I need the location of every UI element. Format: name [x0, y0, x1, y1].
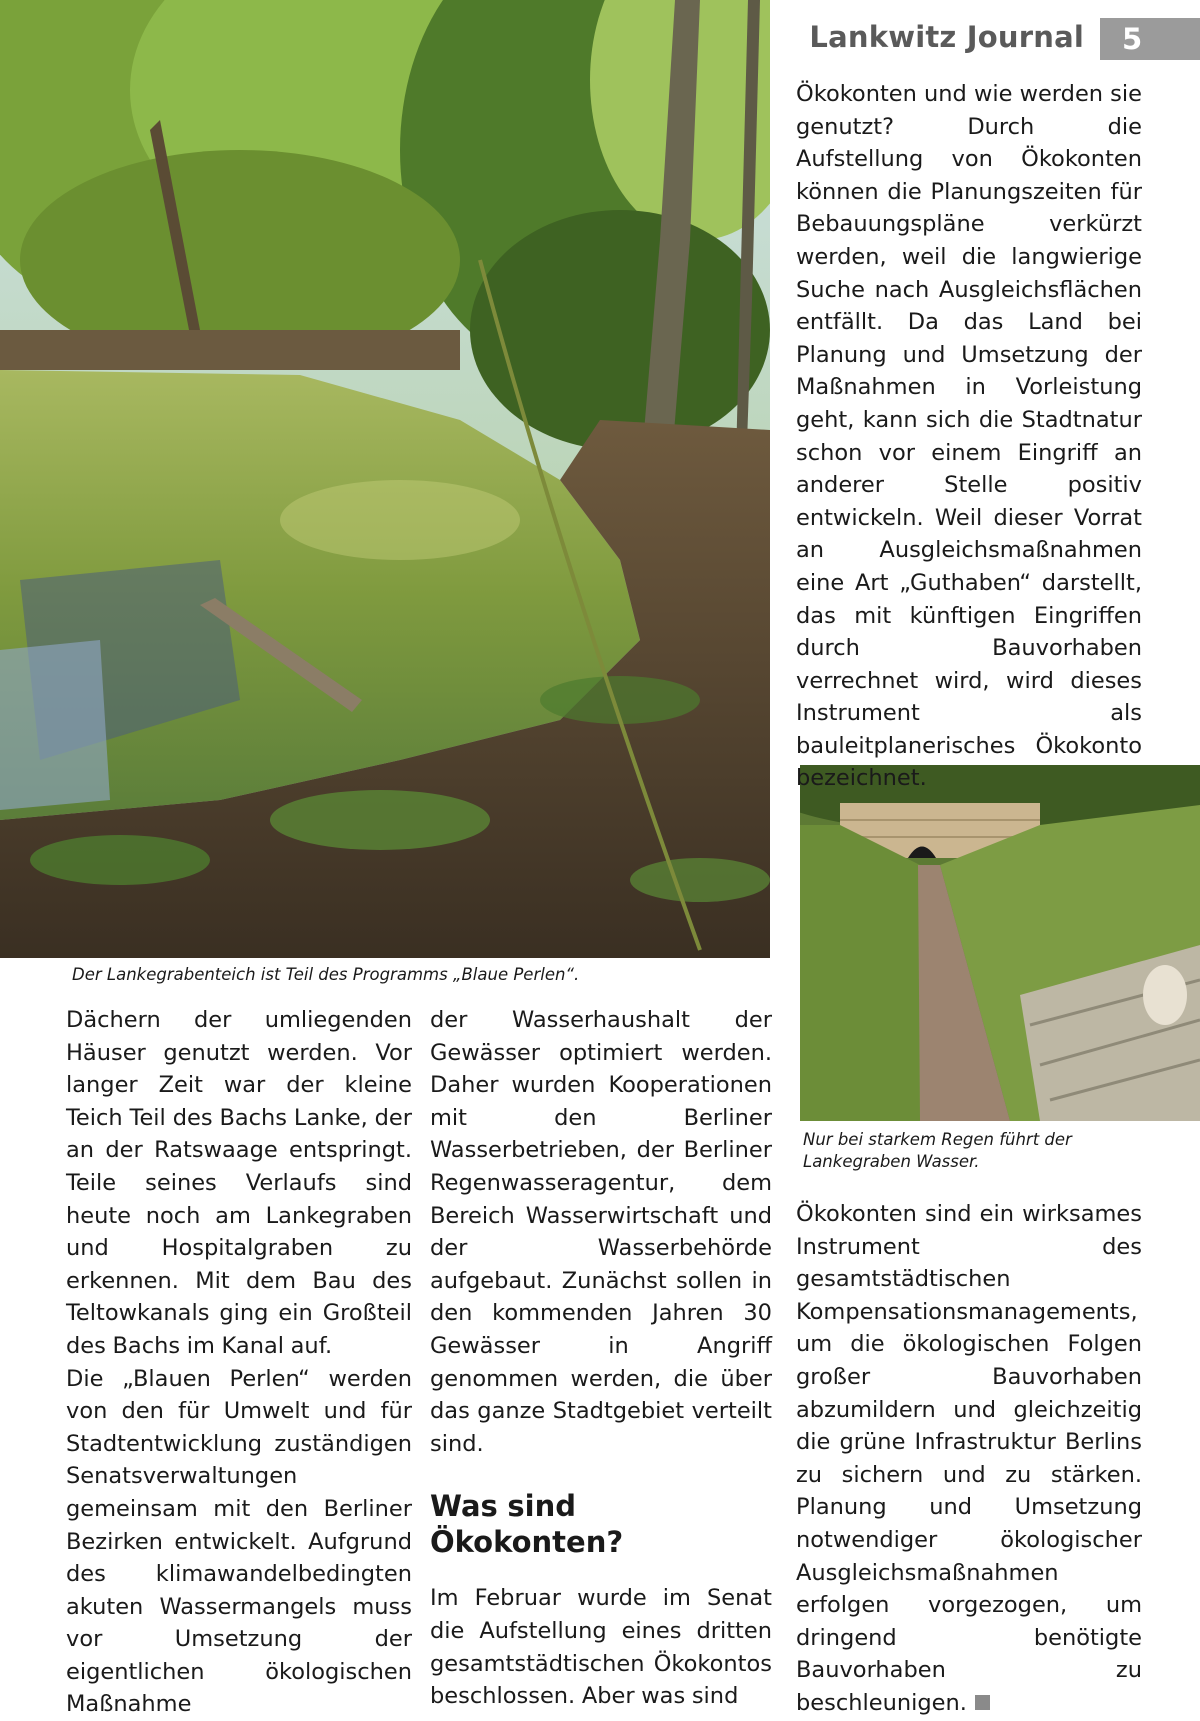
article-column-1 — [66, 1004, 412, 1721]
tunnel-photo — [800, 765, 1200, 1121]
article-paragraph: Im Februar wurde im Senat die Aufstellung eines dritten gesamtstädtischen Ökokontos beschlossen. Aber was sind — [430, 1585, 772, 1710]
article-paragraph — [796, 1198, 1142, 1720]
tunnel-photo-caption: Nur bei starkem Regen führt der Lankegraben Wasser. — [803, 1130, 1072, 1171]
article-paragraph: der Wasserhaushalt der Gewässer optimiert werden. Daher wurden Kooperationen mit den Berliner Wasserbetrieben, der Berliner Regenwasseragentur, dem Bereich Wasserwirtschaft und der Wasserbehörde aufgebaut. Zunächst sollen in den kommenden Jahren 30 Gewässer in Angriff genommen werden, die über das ganze Stadtgebiet verteilt sind. — [430, 1007, 772, 1457]
article-paragraph: Die „Blauen Perlen“ werden von den für Umwelt und für Stadtentwicklung zuständigen Senatsverwaltungen gemeinsam mit den Berliner Bezirken entwickelt. Aufgrund des klimawandelbedingten akuten Wassermangels muss vor Umsetzung der eigentlichen ökologischen Maßnahme — [66, 1365, 412, 1718]
article-column-2 — [430, 1004, 772, 1713]
journal-title: Lankwitz Journal — [809, 20, 1084, 54]
article-column-3-top — [796, 78, 1142, 795]
pond-photo-caption: Der Lankegrabenteich ist Teil des Programms „Blaue Perlen“. — [72, 965, 580, 984]
pond-photo-illustration — [0, 0, 770, 958]
article-column-3-bottom — [796, 1198, 1142, 1720]
article-paragraph: Ökokonten und wie werden sie genutzt? Durch die Aufstellung von Ökokonten können die Planungszeiten für Bebauungspläne verkürzt werden, weil die langwierige Suche nach Ausgleichsflächen entfällt. Da das Land bei Planung und Umsetzung der Maßnahmen in Vorleistung geht, kann sich die Stadtnatur schon vor einem Eingriff an anderer Stelle positiv entwickeln. Weil dieser Vorrat an Ausgleichsmaßnahmen eine Art „Guthaben“ darstellt, das mit künftigen Eingriffen durch Bauvorhaben verrechnet wird, wird dieses Instrument als bauleitplanerisches Ökokonto bezeichnet. — [796, 81, 1142, 792]
page-number: 5 — [1100, 18, 1200, 60]
article-paragraph: Dächern der umliegenden Häuser genutzt werden. Vor langer Zeit war der kleine Teich Teil des Bachs Lanke, der an der Ratswaage entspringt. Teile seines Verlaufs sind heute noch am Lankegraben und Hospitalgraben zu erkennen. Mit dem Bau des Teltowkanals ging ein Großteil des Bachs im Kanal auf. — [66, 1007, 412, 1359]
tunnel-photo-illustration — [800, 765, 1200, 1121]
end-of-article-square-icon — [975, 1695, 990, 1710]
section-heading: Was sind Ökokonten? — [430, 1489, 624, 1560]
article-paragraph-text: Ökokonten sind ein wirksames Instrument des gesamtstädtischen Kompensationsmanagements, um die ökologischen Folgen großer Bauvorhaben abzumildern und gleichzeitig die grüne Infrastruktur Berlins zu sichern und zu stärken. Planung und Umsetzung notwendiger ökologischer Ausgleichsmaßnahmen erfolgen vorgezogen, um dringend benötigte Bauvorhaben zu beschleunigen. — [796, 1201, 1142, 1716]
pond-photo — [0, 0, 770, 958]
